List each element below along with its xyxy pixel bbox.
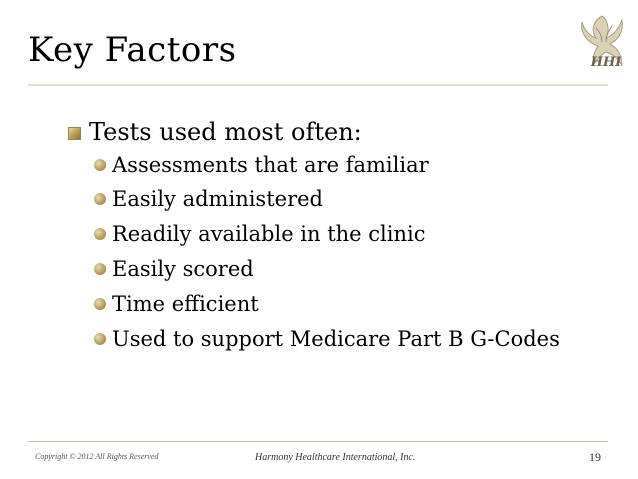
logo-text: HHI xyxy=(590,55,622,70)
footer-copyright: Copyright © 2012 All Rights Reserved xyxy=(35,452,159,461)
round-bullet-icon xyxy=(94,263,106,275)
round-bullet-icon xyxy=(94,298,106,310)
page-number: 19 xyxy=(589,450,601,464)
bullet-item xyxy=(94,222,425,246)
bullet-item-text: Readily available in the clinic xyxy=(112,222,426,246)
footer-divider xyxy=(28,441,608,442)
bullet-item-text: Time efficient xyxy=(112,292,259,316)
slide-title: Key Factors xyxy=(28,30,237,70)
bullet-item-text: Easily administered xyxy=(112,187,323,211)
round-bullet-icon xyxy=(94,228,106,240)
footer-company: Harmony Healthcare International, Inc. xyxy=(255,452,416,463)
bullet-item-text: Assessments that are familiar xyxy=(112,153,429,177)
bullet-level1-text: Tests used most often: xyxy=(89,118,362,146)
round-bullet-icon xyxy=(94,333,106,345)
dove-logo-icon xyxy=(572,8,634,78)
bullet-item xyxy=(94,327,560,351)
title-divider xyxy=(28,84,608,86)
square-bullet-icon xyxy=(68,127,81,140)
bullet-item-text: Easily scored xyxy=(112,257,254,281)
bullet-item xyxy=(94,257,254,281)
bullet-item xyxy=(94,292,259,316)
round-bullet-icon xyxy=(94,193,106,205)
bullet-level1 xyxy=(68,118,362,146)
bullet-item-text: Used to support Medicare Part B G-Codes xyxy=(112,327,560,351)
round-bullet-icon xyxy=(94,159,106,171)
bullet-item xyxy=(94,187,323,211)
bullet-item xyxy=(94,153,429,177)
